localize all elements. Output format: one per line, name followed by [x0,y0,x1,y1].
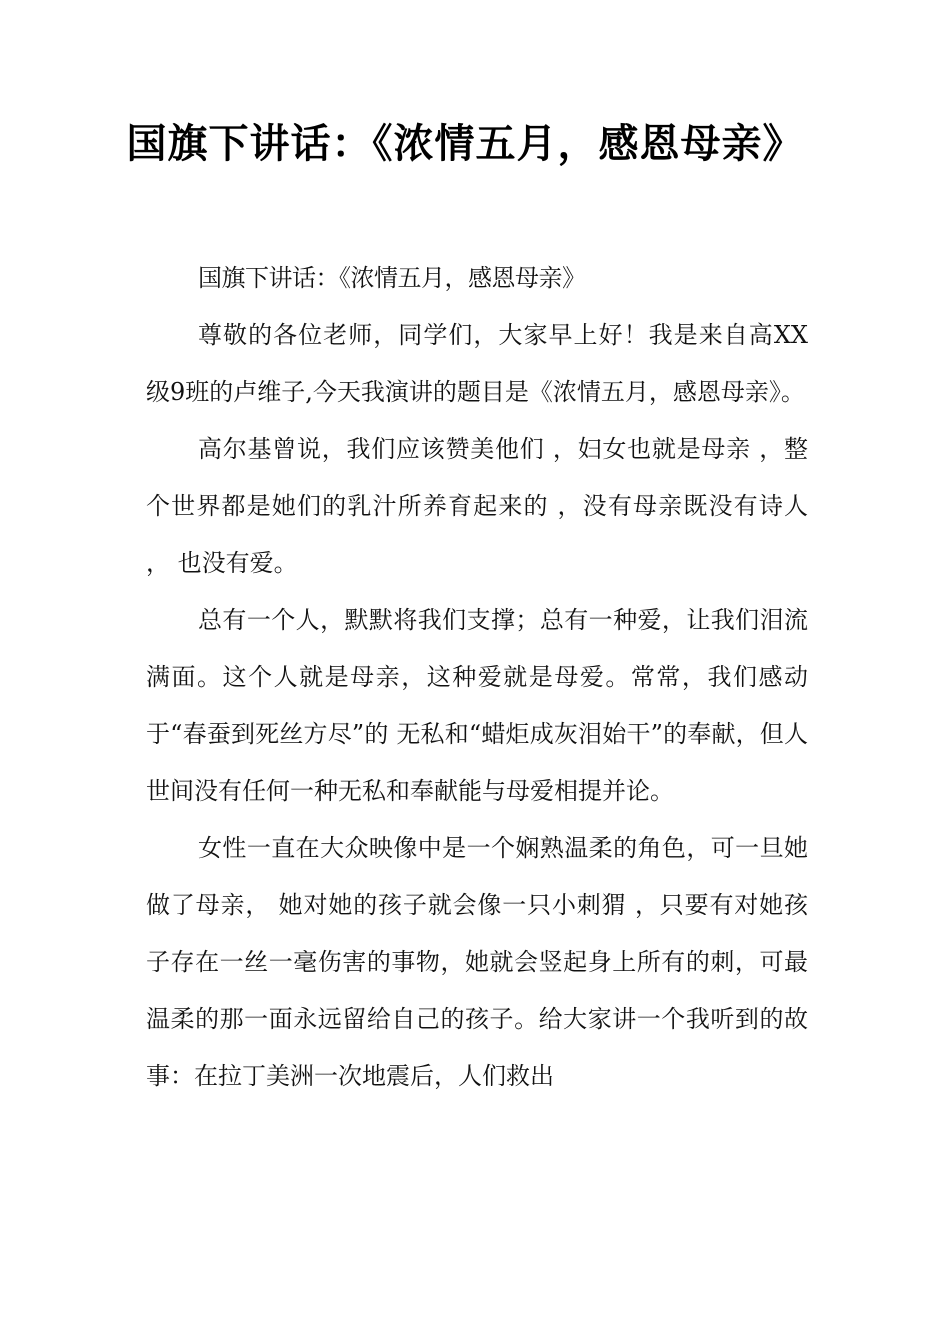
paragraph-gorky-quote: 高尔基曾说，我们应该赞美他们 ，妇女也就是母亲 ，整个世界都是她们的乳汁所养育起来的 ，没有母亲既没有诗人 ， 也没有爱。 [146,435,808,577]
paragraph-mother-love: 总有一个人，默默将我们支撑；总有一种爱，让我们泪流满面。这个人就是母亲，这种爱就是母爱。常常，我们感动于“春蚕到死丝方尽”的 无私和“蜡炬成灰泪始干”的奉献，但人世间没有任何一种无私和奉献能与母爱相提并论。 [146,606,808,805]
paragraph-greeting: 尊敬的各位老师，同学们，大家早上好！我是来自高XX级9班的卢维子,今天我演讲的题目是《浓情五月，感恩母亲》。 [146,321,808,406]
document-title: 国旗下讲话：《浓情五月，感恩母亲》 [126,120,804,167]
document-body [146,250,808,1105]
paragraph-mother-role: 女性一直在大众映像中是一个娴熟温柔的角色，可一旦她做了母亲， 她对她的孩子就会像一只小刺猬 ，只要有对她孩子存在一丝一毫伤害的事物，她就会竖起身上所有的刺，可最温柔的那一面永远留给自己的孩子。给大家讲一个我听到的故事：在拉丁美洲一次地震后，人们救出 [146,834,808,1090]
paragraph-subtitle: 国旗下讲话：《浓情五月，感恩母亲》 [198,264,586,292]
